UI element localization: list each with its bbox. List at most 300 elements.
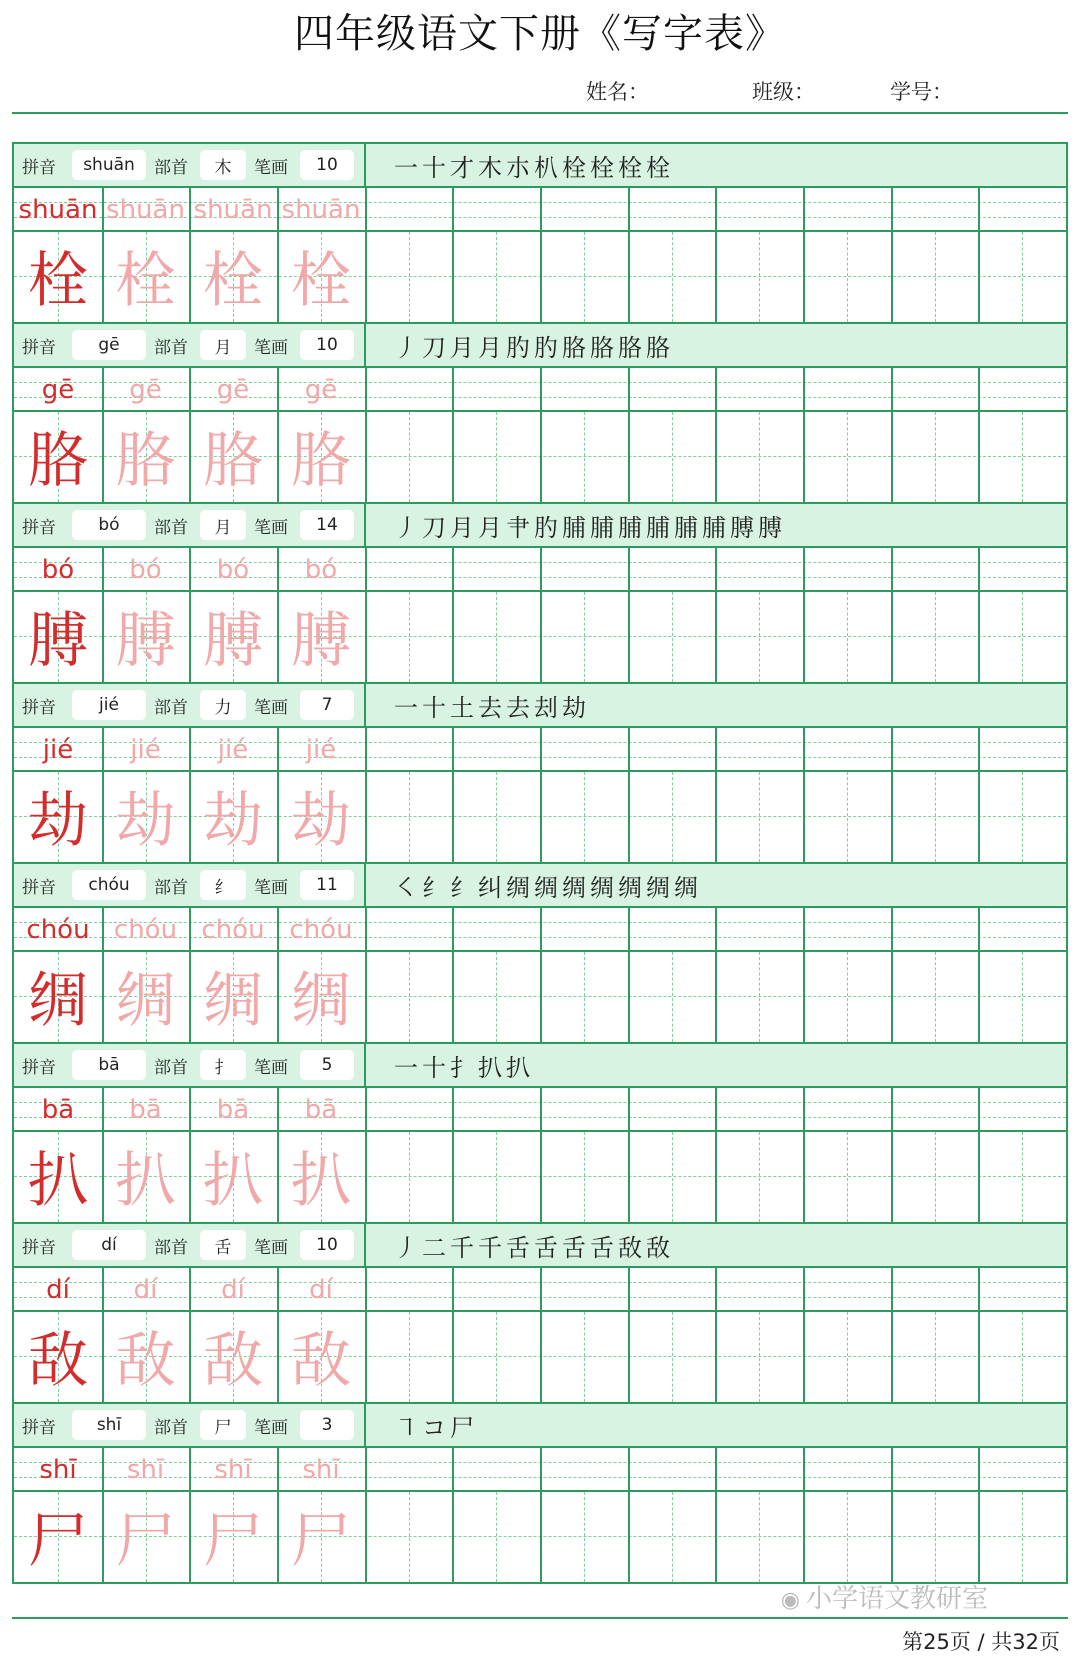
guide-line — [409, 412, 410, 502]
character-trace: 劫 — [115, 786, 176, 856]
stroke-step: 舌 — [506, 1233, 530, 1262]
stroke-step: 敌 — [618, 1233, 642, 1262]
radical-label: 部首 — [154, 1057, 188, 1078]
cell-border — [978, 1088, 980, 1222]
stroke-step: 朳 — [534, 153, 558, 182]
pinyin-trace: bā — [216, 1095, 250, 1125]
cell-border — [715, 728, 717, 862]
cell-border — [891, 548, 893, 682]
cell-border — [365, 1088, 367, 1222]
stroke-step: 舌 — [590, 1233, 614, 1262]
guide-line — [584, 1312, 585, 1402]
pinyin-value: bā — [72, 1050, 146, 1080]
guide-line — [847, 412, 848, 502]
character-trace: 敌 — [291, 1326, 351, 1396]
stroke-step: 肑 — [534, 333, 558, 362]
cell-border — [365, 1268, 367, 1402]
stroke-step: 一 — [394, 153, 418, 182]
stroke-step: 去 — [478, 693, 502, 722]
guide-line — [935, 412, 936, 502]
cell-border — [715, 908, 717, 1042]
stroke-count-value: 10 — [300, 330, 354, 360]
student-number-label: 学号： — [890, 80, 953, 104]
practice-cells — [14, 368, 1066, 502]
guide-line — [935, 772, 936, 862]
practice-cells — [14, 548, 1066, 682]
stroke-step: 扌 — [450, 1053, 474, 1082]
pinyin-model: jié — [42, 735, 74, 765]
stroke-step: 刀 — [422, 513, 446, 542]
radical-value: 月 — [200, 330, 246, 360]
entry-info-bar — [14, 684, 366, 728]
guide-line — [584, 592, 585, 682]
cell-border — [891, 1448, 893, 1582]
pinyin-label: 拼音 — [22, 877, 56, 898]
guide-line — [496, 232, 497, 322]
cell-border — [365, 1448, 367, 1582]
guide-line — [1022, 772, 1023, 862]
radical-value: 纟 — [200, 870, 246, 900]
pinyin-trace: jié — [130, 735, 161, 765]
guide-line — [847, 1132, 848, 1222]
pinyin-value: shuān — [72, 150, 146, 180]
character-trace: 胳 — [115, 426, 176, 496]
guide-line — [847, 1312, 848, 1402]
guide-line — [672, 1312, 673, 1402]
pinyin-trace: dí — [309, 1275, 333, 1305]
radical-value: 舌 — [200, 1230, 246, 1260]
guide-line — [672, 412, 673, 502]
guide-line — [1022, 592, 1023, 682]
guide-line — [759, 772, 760, 862]
stroke-step: 脯 — [646, 513, 670, 542]
pinyin-trace: gē — [129, 375, 162, 405]
entry-info-bar — [14, 1224, 366, 1268]
character-trace: 栓 — [203, 246, 263, 316]
cell-border — [715, 548, 717, 682]
practice-cells — [14, 1088, 1066, 1222]
guide-line — [1022, 952, 1023, 1042]
stroke-step: 纟 — [422, 873, 446, 902]
stroke-count-value: 7 — [300, 690, 354, 720]
pinyin-label: 拼音 — [22, 697, 56, 718]
guide-line — [935, 1492, 936, 1582]
character-entry — [14, 144, 1066, 322]
guide-line — [847, 772, 848, 862]
guide-line — [672, 232, 673, 322]
radical-value: 尸 — [200, 1410, 246, 1440]
pinyin-trace: gē — [304, 375, 338, 405]
cell-border — [715, 1088, 717, 1222]
cell-border — [365, 728, 367, 862]
guide-line — [409, 1312, 410, 1402]
guide-line — [1022, 232, 1023, 322]
pinyin-trace: jié — [305, 735, 337, 765]
stroke-step: 刀 — [422, 333, 446, 362]
stroke-step: 千 — [450, 1233, 474, 1262]
guide-line — [935, 1132, 936, 1222]
stroke-step: 丿 — [394, 1233, 418, 1262]
guide-line — [496, 952, 497, 1042]
practice-cells — [14, 728, 1066, 862]
pinyin-trace: bó — [216, 555, 250, 585]
stroke-step: 月 — [478, 513, 502, 542]
stroke-step: 胳 — [646, 333, 670, 362]
stroke-step: 膊 — [730, 513, 754, 542]
character-model: 膊 — [28, 606, 88, 676]
page-title: 四年级语文下册《写字表》 — [294, 11, 786, 57]
character-model: 敌 — [28, 1326, 88, 1396]
pinyin-trace: bó — [304, 555, 338, 585]
pinyin-trace: dí — [133, 1275, 158, 1305]
strokes-label: 笔画 — [254, 157, 288, 178]
stroke-step: 脯 — [618, 513, 642, 542]
guide-line — [759, 592, 760, 682]
pinyin-trace: shuān — [106, 195, 185, 225]
radical-value: 木 — [200, 150, 246, 180]
guide-line — [759, 952, 760, 1042]
stroke-step: 胳 — [618, 333, 642, 362]
cell-border — [540, 1268, 542, 1402]
guide-line — [672, 592, 673, 682]
character-entry — [14, 862, 1066, 1042]
character-entry — [14, 1042, 1066, 1222]
cell-border — [452, 1448, 454, 1582]
pinyin-trace: shī — [214, 1455, 252, 1485]
guide-line — [1022, 1492, 1023, 1582]
stroke-step: 舌 — [534, 1233, 558, 1262]
cell-border — [891, 368, 893, 502]
pinyin-trace: shī — [302, 1455, 340, 1485]
entry-info-bar — [14, 1404, 366, 1448]
pinyin-trace: shī — [126, 1455, 165, 1485]
stroke-step: 绸 — [674, 873, 698, 902]
stroke-count-value: 3 — [300, 1410, 354, 1440]
guide-line — [409, 592, 410, 682]
guide-line — [584, 1492, 585, 1582]
strokes-label: 笔画 — [254, 1417, 288, 1438]
stroke-step: 绸 — [646, 873, 670, 902]
stroke-step: 绸 — [590, 873, 614, 902]
guide-line — [759, 232, 760, 322]
cell-border — [803, 188, 805, 322]
pinyin-model: gē — [41, 375, 75, 405]
cell-border — [803, 1088, 805, 1222]
guide-line — [759, 1132, 760, 1222]
pinyin-trace: bā — [304, 1095, 338, 1125]
cell-border — [365, 908, 367, 1042]
cell-border — [365, 188, 367, 322]
character-trace: 劫 — [291, 786, 351, 856]
cell-border — [540, 1088, 542, 1222]
stroke-order — [366, 1404, 1066, 1448]
stroke-order — [366, 864, 1066, 908]
pinyin-trace: bā — [129, 1095, 162, 1125]
cell-border — [715, 1268, 717, 1402]
cell-border — [978, 188, 980, 322]
pinyin-label: 拼音 — [22, 517, 56, 538]
pinyin-trace: jié — [217, 735, 249, 765]
guide-line — [496, 772, 497, 862]
stroke-step: 肑 — [534, 513, 558, 542]
stroke-step: 脯 — [562, 513, 586, 542]
stroke-step: 丿 — [394, 513, 418, 542]
guide-line — [584, 1132, 585, 1222]
character-trace: 栓 — [115, 246, 176, 316]
guide-line — [759, 412, 760, 502]
cell-border — [540, 188, 542, 322]
guide-line — [935, 592, 936, 682]
pinyin-trace: bó — [129, 555, 162, 585]
entry-info-bar — [14, 1044, 366, 1088]
strokes-label: 笔画 — [254, 517, 288, 538]
cell-border — [540, 1448, 542, 1582]
stroke-step: 纠 — [478, 873, 502, 902]
guide-line — [409, 772, 410, 862]
guide-line — [409, 1492, 410, 1582]
character-trace: 绸 — [291, 966, 351, 1036]
cell-border — [452, 908, 454, 1042]
stroke-step: 绸 — [618, 873, 642, 902]
cell-border — [978, 548, 980, 682]
character-trace: 栓 — [291, 246, 351, 316]
cell-border — [452, 1268, 454, 1402]
wechat-icon: ◉ — [780, 1588, 800, 1613]
stroke-count-value: 11 — [300, 870, 354, 900]
stroke-step: 刦 — [534, 693, 558, 722]
character-model: 栓 — [28, 246, 88, 316]
practice-cells — [14, 1268, 1066, 1402]
stroke-step: 一 — [394, 1053, 418, 1082]
character-trace: 胳 — [203, 426, 263, 496]
cell-border — [540, 908, 542, 1042]
stroke-step: 二 — [422, 1233, 446, 1262]
footer-divider — [12, 1617, 1068, 1619]
radical-label: 部首 — [154, 1417, 188, 1438]
character-trace: 扒 — [291, 1146, 351, 1216]
cell-border — [978, 1448, 980, 1582]
cell-border — [452, 1088, 454, 1222]
character-practice-grid — [12, 142, 1068, 1584]
stroke-count-value: 10 — [300, 1230, 354, 1260]
radical-label: 部首 — [154, 697, 188, 718]
guide-line — [1022, 412, 1023, 502]
guide-line — [584, 952, 585, 1042]
strokes-label: 笔画 — [254, 877, 288, 898]
cell-border — [978, 728, 980, 862]
cell-border — [540, 728, 542, 862]
stroke-count-value: 10 — [300, 150, 354, 180]
pinyin-model: shī — [39, 1455, 77, 1485]
character-trace: 绸 — [115, 966, 176, 1036]
cell-border — [715, 188, 717, 322]
stroke-count-value: 5 — [300, 1050, 354, 1080]
strokes-label: 笔画 — [254, 1057, 288, 1078]
pinyin-value: dí — [72, 1230, 146, 1260]
entry-info-bar — [14, 144, 366, 188]
stroke-step: 栓 — [646, 153, 670, 182]
guide-line — [847, 1492, 848, 1582]
stroke-step: 劫 — [562, 693, 586, 722]
cell-border — [628, 908, 630, 1042]
stroke-step: 脯 — [702, 513, 726, 542]
character-entry — [14, 322, 1066, 502]
character-model: 绸 — [28, 966, 88, 1036]
guide-line — [409, 232, 410, 322]
watermark — [781, 1578, 988, 1615]
guide-line — [496, 592, 497, 682]
stroke-step: 栓 — [618, 153, 642, 182]
guide-line — [496, 1492, 497, 1582]
cell-border — [803, 728, 805, 862]
radical-label: 部首 — [154, 157, 188, 178]
pinyin-value: gē — [72, 330, 146, 360]
stroke-order — [366, 504, 1066, 548]
radical-value: 力 — [200, 690, 246, 720]
cell-border — [628, 188, 630, 322]
pinyin-label: 拼音 — [22, 1057, 56, 1078]
stroke-step: 绸 — [562, 873, 586, 902]
pinyin-label: 拼音 — [22, 337, 56, 358]
stroke-step: 敌 — [646, 1233, 670, 1262]
character-trace: 劫 — [203, 786, 263, 856]
stroke-step: 肀 — [506, 513, 530, 542]
cell-border — [540, 368, 542, 502]
cell-border — [452, 728, 454, 862]
strokes-label: 笔画 — [254, 697, 288, 718]
header-divider — [12, 112, 1068, 114]
guide-line — [672, 1132, 673, 1222]
pinyin-model: bā — [41, 1095, 75, 1125]
cell-border — [365, 368, 367, 502]
stroke-step: 扒 — [506, 1053, 530, 1082]
guide-line — [847, 232, 848, 322]
cell-border — [628, 1088, 630, 1222]
stroke-step: 肑 — [506, 333, 530, 362]
guide-line — [584, 412, 585, 502]
guide-line — [759, 1492, 760, 1582]
stroke-step: 月 — [450, 513, 474, 542]
cell-border — [803, 368, 805, 502]
cell-border — [803, 1268, 805, 1402]
cell-border — [978, 908, 980, 1042]
cell-border — [803, 908, 805, 1042]
character-model: 扒 — [28, 1146, 88, 1216]
stroke-step: 栓 — [562, 153, 586, 182]
stroke-step: ㇕ — [394, 1413, 418, 1442]
guide-line — [672, 1492, 673, 1582]
stroke-order — [366, 324, 1066, 368]
stroke-order — [366, 1044, 1066, 1088]
stroke-order — [366, 684, 1066, 728]
pinyin-trace: dí — [221, 1275, 245, 1305]
guide-line — [496, 412, 497, 502]
radical-value: 扌 — [200, 1050, 246, 1080]
guide-line — [672, 772, 673, 862]
character-entry — [14, 502, 1066, 682]
stroke-step: 胳 — [562, 333, 586, 362]
stroke-step: 绸 — [506, 873, 530, 902]
stroke-step: 栓 — [590, 153, 614, 182]
stroke-step: 绸 — [534, 873, 558, 902]
stroke-step: 十 — [422, 153, 446, 182]
stroke-step: コ — [422, 1413, 446, 1442]
pinyin-value: bó — [72, 510, 146, 540]
radical-label: 部首 — [154, 337, 188, 358]
practice-cells — [14, 908, 1066, 1042]
cell-border — [891, 908, 893, 1042]
stroke-step: 扒 — [478, 1053, 502, 1082]
practice-cells — [14, 1448, 1066, 1582]
class-label: 班级： — [752, 80, 815, 104]
character-trace: 敌 — [115, 1326, 176, 1396]
pinyin-trace: shuān — [281, 195, 361, 225]
pinyin-model: dí — [46, 1275, 70, 1305]
stroke-step: 纟 — [450, 873, 474, 902]
page-number: 第25页 / 共32页 — [902, 1630, 1060, 1654]
guide-line — [935, 1312, 936, 1402]
stroke-count-value: 14 — [300, 510, 354, 540]
cell-border — [365, 548, 367, 682]
entry-info-bar — [14, 864, 366, 908]
cell-border — [452, 548, 454, 682]
stroke-step: 脯 — [674, 513, 698, 542]
strokes-label: 笔画 — [254, 337, 288, 358]
stroke-step: 膊 — [758, 513, 782, 542]
pinyin-model: chóu — [26, 915, 90, 945]
entry-info-bar — [14, 504, 366, 548]
guide-line — [759, 1312, 760, 1402]
character-trace: 扒 — [115, 1146, 176, 1216]
stroke-step: 丿 — [394, 333, 418, 362]
stroke-step: 十 — [422, 693, 446, 722]
guide-line — [672, 952, 673, 1042]
character-trace: 膊 — [115, 606, 176, 676]
guide-line — [584, 232, 585, 322]
stroke-step: 朩 — [506, 153, 530, 182]
stroke-step: 尸 — [450, 1413, 474, 1442]
cell-border — [803, 548, 805, 682]
cell-border — [628, 1268, 630, 1402]
cell-border — [628, 368, 630, 502]
radical-label: 部首 — [154, 1237, 188, 1258]
guide-line — [409, 1132, 410, 1222]
cell-border — [891, 1268, 893, 1402]
character-trace: 膊 — [291, 606, 351, 676]
cell-border — [715, 1448, 717, 1582]
cell-border — [891, 1088, 893, 1222]
stroke-step: 月 — [450, 333, 474, 362]
cell-border — [452, 188, 454, 322]
entry-info-bar — [14, 324, 366, 368]
cell-border — [715, 368, 717, 502]
character-trace: 尸 — [291, 1506, 351, 1576]
stroke-order — [366, 1224, 1066, 1268]
cell-border — [978, 368, 980, 502]
cell-border — [978, 1268, 980, 1402]
character-trace: 膊 — [203, 606, 263, 676]
cell-border — [452, 368, 454, 502]
name-label: 姓名： — [586, 80, 649, 104]
pinyin-label: 拼音 — [22, 1237, 56, 1258]
cell-border — [628, 1448, 630, 1582]
character-trace: 敌 — [203, 1326, 263, 1396]
stroke-step: 脯 — [590, 513, 614, 542]
pinyin-model: bó — [41, 555, 75, 585]
pinyin-value: shī — [72, 1410, 146, 1440]
stroke-step: 一 — [394, 693, 418, 722]
guide-line — [935, 232, 936, 322]
